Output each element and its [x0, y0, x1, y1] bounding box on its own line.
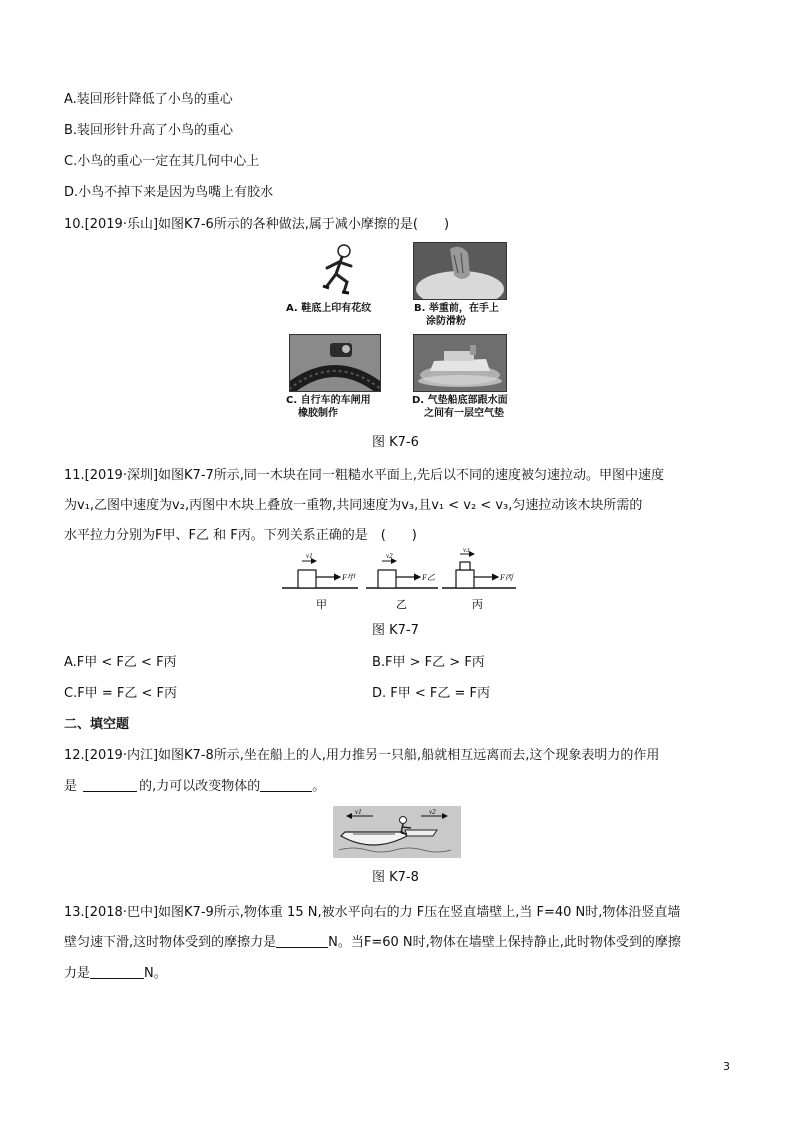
- figure-k7-6-caption: 图 K7-6: [372, 435, 419, 450]
- caption-c-line1: C. 自行车的车闸用: [286, 395, 371, 406]
- block-diagrams: [280, 548, 520, 614]
- q13-blank-1[interactable]: [276, 935, 328, 948]
- q11-option-b: B.F甲 > F乙 > F丙: [372, 655, 485, 670]
- caption-d-line1: D. 气垫船底部跟水面: [412, 395, 508, 406]
- photo-shoe-runner: [289, 242, 379, 298]
- q12-text-c: 。: [312, 779, 326, 794]
- block-jia: [298, 570, 316, 588]
- v2-label: v2: [429, 808, 436, 816]
- page-number: 3: [723, 1060, 730, 1073]
- f-label-jia: F甲: [342, 573, 355, 582]
- q11-option-d: D. F甲 < F乙 = F丙: [372, 686, 491, 701]
- q11-option-a: A.F甲 < F乙 < F丙: [64, 655, 177, 670]
- caption-b-line2: 涂防滑粉: [426, 316, 466, 327]
- q10-stem: 10.[2019·乐山]如图K7-6所示的各种做法,属于减小摩擦的是( ): [64, 217, 450, 232]
- q12-stem-line2: [64, 775, 325, 794]
- weight-bing: [460, 562, 470, 570]
- q12-stem-line1: 12.[2019·内江]如图K7-8所示,坐在船上的人,用力推另一只船,船就相互远离而去,这个现象表明力的作用: [64, 748, 660, 763]
- figure-k7-7: [280, 548, 520, 614]
- q11-stem-line1: 11.[2019·深圳]如图K7-7所示,同一木块在同一粗糙水平面上,先后以不同的速度被匀速拉动。甲图中速度: [64, 468, 665, 483]
- caption-b-line1: B. 举重前，在手上: [414, 303, 499, 314]
- v-label-yi: v2: [386, 552, 393, 560]
- block-yi: [378, 570, 396, 588]
- q9-option-c: C.小鸟的重心一定在其几何中心上: [64, 154, 260, 169]
- q12-text-a: 是: [64, 779, 78, 794]
- figure-k7-7-caption: 图 K7-7: [372, 623, 419, 638]
- v-label-jia: v1: [306, 552, 313, 560]
- caption-d-line2: 之间有一层空气垫: [424, 408, 504, 419]
- v1-label: v1: [355, 808, 362, 816]
- q13-stem-line3: [64, 962, 167, 981]
- q9-option-a: A.装回形针降低了小鸟的重心: [64, 92, 233, 107]
- f-label-bing: F丙: [500, 573, 513, 582]
- q12-text-b: 的,力可以改变物体的: [139, 779, 261, 794]
- boats-illustration: [333, 806, 461, 858]
- label-jia: 甲: [316, 598, 327, 611]
- q12-blank-2[interactable]: [260, 779, 312, 792]
- v-label-bing: v3: [463, 548, 470, 554]
- caption-c-line2: 橡胶制作: [298, 408, 338, 419]
- photo-hovercraft: [413, 334, 507, 392]
- caption-a: A. 鞋底上印有花纹: [286, 303, 372, 314]
- label-yi: 乙: [396, 598, 407, 611]
- block-bing: [456, 570, 474, 588]
- photo-chalk-hand: [413, 242, 507, 300]
- figure-k7-8-caption: 图 K7-8: [372, 870, 419, 885]
- q11-stem-line3: 水平拉力分别为F甲、F乙 和 F丙。下列关系正确的是 ( ): [64, 528, 417, 543]
- q11-stem-line2: 为v₁,乙图中速度为v₂,丙图中木块上叠放一重物,共同速度为v₃,且v₁ < v₂ < v₃,匀速拉动该木块所需的: [64, 498, 643, 513]
- q9-option-d: D.小鸟不掉下来是因为鸟嘴上有胶水: [64, 185, 274, 200]
- q13-text-b: N。当F=60 N时,物体在墙壁上保持静止,此时物体受到的摩擦: [328, 935, 681, 950]
- q11-option-c: C.F甲 = F乙 < F丙: [64, 686, 177, 701]
- person-head: [400, 817, 407, 824]
- q13-text-c: 力是: [64, 966, 91, 981]
- f-label-yi: F乙: [422, 573, 435, 582]
- q13-stem-line1: 13.[2018·巴中]如图K7-9所示,物体重 15 N,被水平向右的力 F压在竖直墙壁上,当 F=40 N时,物体沿竖直墙: [64, 905, 681, 920]
- label-bing: 丙: [472, 598, 483, 611]
- q13-text-a: 壁匀速下滑,这时物体受到的摩擦力是: [64, 935, 277, 950]
- section-title-fill-in: 二、填空题: [64, 717, 130, 732]
- q12-blank-1[interactable]: [83, 779, 137, 792]
- q13-blank-2[interactable]: [90, 966, 144, 979]
- q13-stem-line2: [64, 931, 681, 950]
- q9-option-b: B.装回形针升高了小鸟的重心: [64, 123, 234, 138]
- photo-bicycle-brake: [289, 334, 381, 392]
- q13-text-d: N。: [144, 966, 167, 981]
- runner-illustration: [289, 242, 379, 298]
- figure-k7-8: [333, 806, 461, 858]
